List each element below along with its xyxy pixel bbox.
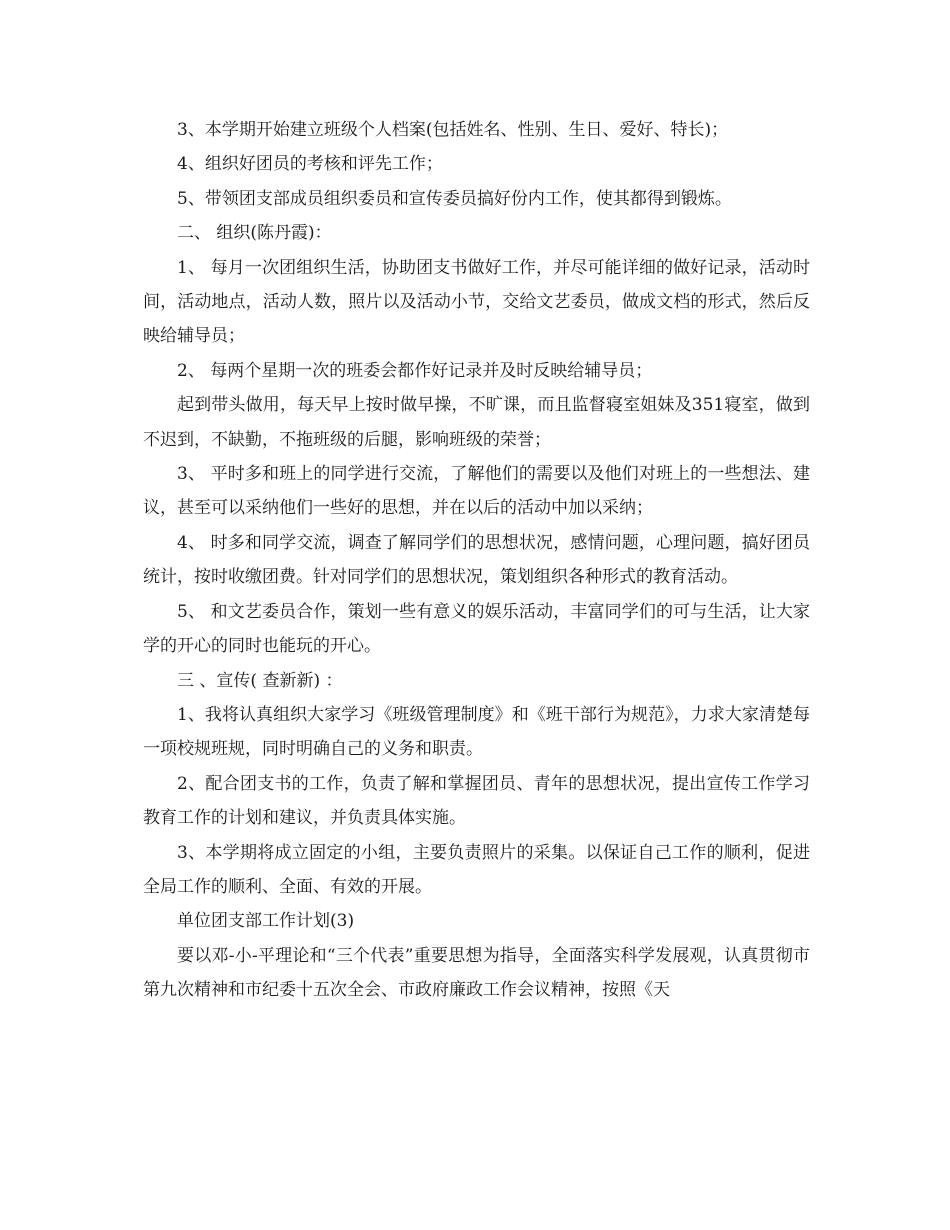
paragraph-8: 3、 平时多和班上的同学进行交流，了解他们的需要以及他们对班上的一些想法、建议，甚至可以采纳他们一些好的思想，并在以后的活动中加以采纳； [143, 464, 810, 519]
paragraph-9: 4、 时多和同学交流，调查了解同学们的思想状况，感情问题，心理问题，搞好团员统计，按时收缴团费。针对同学们的思想状况，策划组织各种形式的教育活动。 [143, 532, 810, 588]
document-body [143, 113, 810, 1008]
section-heading-organization: 二、 组织(陈丹霞)： [177, 223, 332, 244]
paragraph-10: 5、 和文艺委员合作，策划一些有意义的娱乐活动，丰富同学们的可与生活，让大家学的开心的同时也能玩的开心。 [143, 601, 810, 657]
paragraph-3: 5、带领团支部成员组织委员和宣传委员搞好份内工作，使其都得到锻炼。 [177, 188, 732, 209]
paragraph-1: 3、本学期开始建立班级个人档案(包括姓名、性别、生日、爱好、特长)； [177, 120, 729, 140]
paragraph-5: 1、 每月一次团组织生活，协助团支书做好工作，并尽可能详细的做好记录，活动时间，活动地点，活动人数，照片以及活动小节，交给文艺委员，做成文档的形式，然后反映给辅导员； [143, 257, 810, 347]
paragraph-7: 起到带头做用，每天早上按时做早操，不旷课，而且监督寝室姐妹及351寝室，做到不迟到，不缺勤，不拖班级的后腿，影响班级的荣誉； [143, 395, 810, 450]
paragraph-16: 要以邓-小-平理论和“三个代表”重要思想为指导，全面落实科学发展观，认真贯彻市第九次精神和市纪委十五次全会、市政府廉政工作会议精神，按照《天 [143, 945, 810, 1001]
paragraph-13: 2、配合团支书的工作，负责了解和掌握团员、青年的思想状况，提出宣传工作学习教育工作的计划和建议，并负责具体实施。 [143, 773, 810, 829]
paragraph-14: 3、本学期将成立固定的小组，主要负责照片的采集。以保证自己工作的顺利，促进全局工作的顺利、全面、有效的开展。 [143, 842, 810, 897]
section-heading-plan-3: 单位团支部工作计划(3) [177, 911, 355, 932]
paragraph-2: 4、组织好团员的考核和评先工作； [177, 154, 443, 175]
section-heading-publicity: 三 、宣传( 查新新) ： [177, 670, 343, 691]
paragraph-6: 2、 每两个星期一次的班委会都作好记录并及时反映给辅导员； [177, 360, 653, 381]
paragraph-12: 1、我将认真组织大家学习《班级管理制度》和《班干部行为规范》，力求大家清楚每一项校规班规，同时明确自己的义务和职责。 [143, 704, 810, 760]
